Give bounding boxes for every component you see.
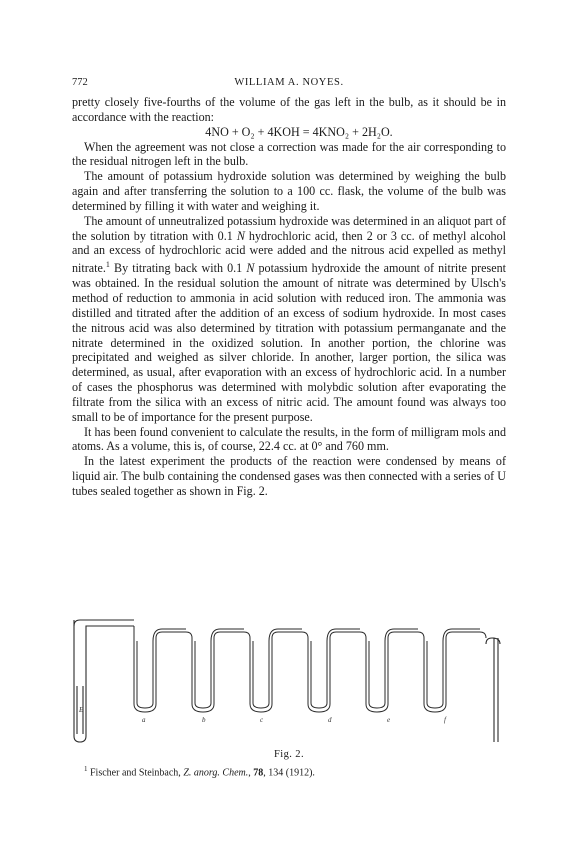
u-tube-segment [253,641,269,708]
figure-caption: Fig. 2. [274,749,304,760]
body-text [72,95,506,499]
label-E: E [79,706,84,714]
normality-symbol: N [246,261,255,276]
footnote-authors: Fischer and Steinbach, [90,767,181,779]
page-number: 772 [72,77,88,88]
paragraph: It has been found convenient to calculate the results, in the form of milligram mols and atoms. As a volume, this is, of course, 22.4 cc. at 0° and 760 mm. [72,424,506,454]
u-tube-segment [156,632,192,638]
u-tube-segment [311,641,327,708]
reaction-equation: 4NO + O₂ + 4KOH = 4KNO₂ + 2H₂O. [205,124,393,139]
u-tube-segment [446,632,486,638]
running-title: WILLIAM A. NOYES. [234,77,344,88]
paragraph: The amount of potassium hydroxide solution was determined by weighing the bulb again and after transferring the solution to a 100 cc. flask, the volume of the bulb was determined by filling it with water and weighing it. [72,169,506,213]
outlet-tube [486,638,500,742]
u-tube-segment [427,641,443,708]
u-tube-segment [327,629,360,641]
u-tube-segment [153,629,186,641]
label-b: b [202,716,206,724]
label-c: c [260,716,264,724]
label-f: f [444,716,446,724]
u-tube-segment [272,632,308,638]
text-run: By titrating back with 0.1 [114,261,243,276]
normality-symbol: N [236,228,245,243]
paragraph-continued: pretty closely five-fourths of the volume of the gas left in the bulb, as it should be in accordance with the reaction: [72,95,506,124]
u-tube-segment [211,629,244,641]
footnote-journal: Z. anorg. Chem. [183,767,249,779]
u-tube-diagram [72,616,506,746]
u-tube-segment [369,641,385,708]
paragraph: In the latest experiment the products of the reaction were condensed by means of liquid air. The bulb containing the condensed gases was then connected with a series of U tubes sealed together as shown in Fig. 2. [72,454,506,498]
label-e: e [387,716,391,724]
u-tube-segment [443,629,480,641]
label-a: a [142,716,146,724]
connecting-tube-top [74,620,134,626]
footnote: $^1$ Fischer and Steinbach, Z. anorg. Chem., 78, 134 (1912). [84,765,315,779]
footnote-pages: , 134 (1912). [263,767,315,779]
footnote-marker: 1 [84,765,88,773]
label-d: d [328,716,332,724]
u-tube-segment [195,641,211,708]
footnote-ref[interactable]: 1 [105,260,110,270]
u-tube-segment [330,632,366,638]
paragraph: When the agreement was not close a correction was made for the air corresponding to the residual nitrogen left in the bulb. [72,139,506,169]
paragraph [72,214,506,425]
u-tube-segment [214,632,250,638]
footnote-volume: 78 [253,767,264,779]
text-run: potassium hydroxide the amount of nitrite present was obtained. In the residual solution the amount of nitrate was determined by Ulsch's method of reduction to ammonia in acid solution with reduced iron. The ammonia was distilled and titrated after the addition of an excess of sodium hydroxide. In most cases the nitrous acid was also determined by titration with potassium permanganate and the nitrate determined in the oxidized solution. In another portion, the chlorine was precipitated and weighed as silver chloride. In another, larger portion, the silica was determined, as usual, after evaporation with an excess of hydrochloric acid. In a number of cases the phosphorus was determined with molybdic solution after evaporating the filtrate from the silica with an excess of nitric acid. The amount found was always too small to be of importance for the present purpose. [72,261,507,424]
running-header [72,77,506,91]
figure-2 [72,616,506,746]
text-run: The amount of unneutralized potassium hydroxide was determined in an aliquot part of the solution by titration with 0.1 [72,213,506,243]
text-run: hydrochloric acid, then 2 or 3 cc. of methyl alcohol and an excess of hydrochloric acid were added and the nitrous acid expelled as methyl nitrate. [72,228,506,276]
u-tube-segment [269,629,302,641]
u-tube-segment [388,632,424,638]
u-tube-segment [385,629,418,641]
u-tube-segment [137,641,153,708]
